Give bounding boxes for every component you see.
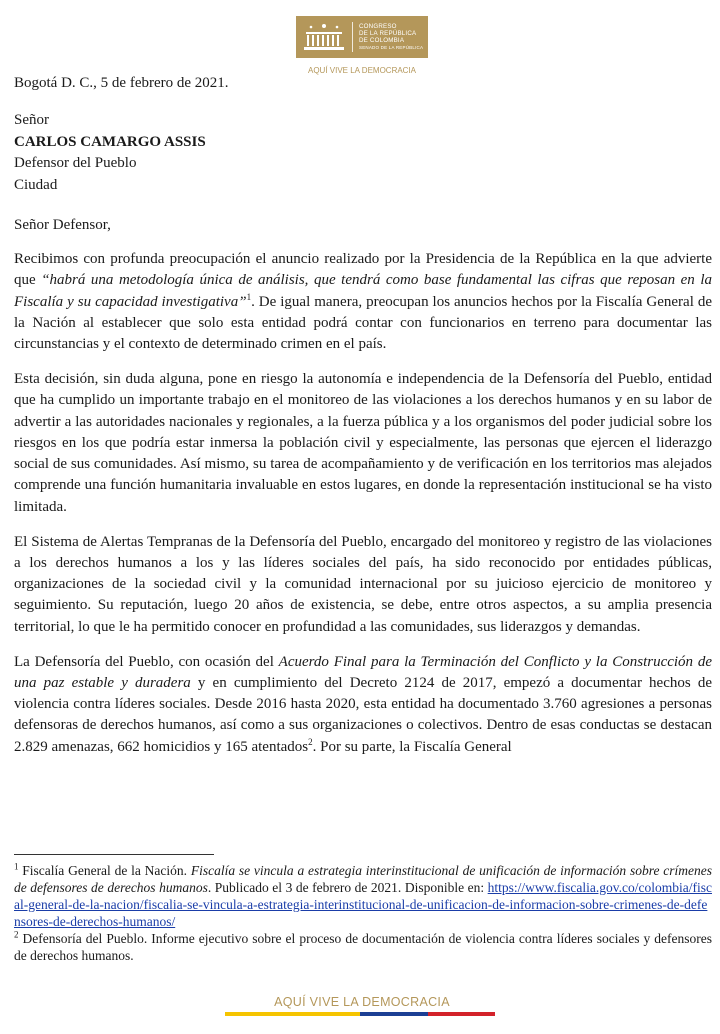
text-run: . Publicado el 3 de febrero de 2021. Disponible en: [207, 880, 488, 895]
addressee-position: Defensor del Pueblo [14, 155, 137, 171]
logo-line: DE LA REPÚBLICA [359, 30, 417, 37]
text-run: La Defensoría del Pueblo, con ocasión del [14, 653, 279, 670]
logo-line: SENADO DE LA REPÚBLICA [359, 45, 424, 50]
addressee-block [14, 110, 206, 196]
footnote-2 [14, 930, 712, 964]
quote-text: “habrá una metodología única de análisis, que tendrá como base fundamental las cifras que reposan en la Fiscalía y su capacidad investigativa” [14, 272, 713, 310]
footnote-mark: 2 [14, 929, 19, 940]
italic-text: Fiscalía se vincula a estrategia interinstitucional de unificación de información sobre crímenes de defensores de derechos humanos [14, 863, 712, 895]
text-run: . Por su parte, la Fiscalía General [312, 738, 512, 755]
text-run: y en cumplimiento del Decreto 2124 de 2017, empezó a documentar hechos de violencia contra líderes sociales. Desde 2016 hasta 2020, esta entidad ha documentado 3.760 agresiones a personas defensoras de derechos humanos, así como a sus organizaciones o colectivos. Dentro de esas conductas se destacan 2.829 amenazas, 662 homicidios y 165 atentados [14, 674, 712, 755]
text-run: Fiscalía General de la Nación. [18, 863, 191, 878]
text-run: . De igual manera, preocupan los anuncios hechos por la Fiscalía General de la Nación al establecer que solo esta entidad podrá contar con funcionarios en terreno para documentar las circunstancias y el contexto de determinado crimen en el país. [14, 293, 712, 353]
footnote-divider [14, 854, 214, 855]
paragraph-3: El Sistema de Alertas Tempranas de la Defensoría del Pueblo, encargado del monitoreo y registro de las violaciones a los derechos humanos a los y las líderes sociales del país, ha sido reconocido por entidades públicas, organizaciones de la sociedad civil y la comunidad internacional por su juicioso ejercicio de monitoreo y seguimiento. Su reputación, luego 20 años de existencia, se debe, entre otros aspectos, a su amplia presencia territorial, lo que le ha permitido conocer en profundidad a las comunidades, sus liderazgos y demandas. [14, 533, 712, 635]
paragraph-4 [14, 652, 712, 758]
header-slogan: AQUÍ VIVE LA DEMOCRACIA [307, 66, 417, 75]
salutation: Señor Defensor, [14, 217, 111, 233]
logo-line: DE COLOMBIA [359, 37, 405, 44]
footnotes [14, 862, 712, 964]
flag-yellow [225, 1012, 360, 1016]
logo-line: CONGRESO [359, 23, 397, 30]
footer-slogan: AQUÍ VIVE LA DEMOCRACIA [274, 995, 450, 1009]
addressee-name: CARLOS CAMARGO ASSIS [14, 133, 206, 150]
footnote-1 [14, 862, 712, 930]
capitol-icon [296, 16, 352, 58]
text-run: Defensoría del Pueblo. Informe ejecutivo sobre el proceso de documentación de violencia contra líderes sociales y defensores de derechos humanos. [14, 931, 712, 963]
congress-logo [296, 16, 428, 58]
flag-blue [360, 1012, 428, 1016]
footnote-ref: 1 [246, 291, 252, 302]
paragraph-2: Esta decisión, sin duda alguna, pone en riesgo la autonomía e independencia de la Defensoría del Pueblo, entidad que ha cumplido un importante trabajo en el monitoreo de las violaciones a los derechos humanos y en su labor de advertir a las autoridades nacionales y regionales, a la fuerza pública y a los organismos del poder judicial sobre los riesgos en los que podría estar inmersa la población civil y especialmente, las personas que ejercen el liderazgo social de sus comunidades. Así mismo, su tarea de acompañamiento y de verificación en los territorios mas alejados comprende una función humanitaria invaluable en estos lugares, en donde la representación institucional se ha visto limitada. [14, 370, 712, 515]
addressee-title: Señor [14, 112, 49, 128]
letter-body [14, 249, 712, 772]
italic-text: Acuerdo Final para la Terminación del Conflicto y la Construcción de una paz estable y duradera [14, 653, 712, 691]
text-run: Recibimos con profunda preocupación el anuncio realizado por la Presidencia de la República en la que advierte que [14, 251, 712, 289]
logo-text [352, 22, 423, 52]
addressee-city: Ciudad [14, 176, 58, 193]
flag-red [428, 1012, 496, 1016]
footnote-mark: 1 [14, 861, 19, 872]
footnote-ref: 2 [308, 736, 313, 747]
letter-date: Bogotá D. C., 5 de febrero de 2021. [14, 75, 229, 91]
paragraph-1 [14, 249, 712, 355]
source-link[interactable]: https://www.fiscalia.gov.co/colombia/fiscal-general-de-la-nacion/fiscalia-se-vincula-a-estrategia-interinstitucional-de-unificacion-de-informacion-sobre-crimenes-de-defensores-de-derechos-humanos/ [14, 880, 712, 929]
flag-stripe [225, 1012, 495, 1016]
